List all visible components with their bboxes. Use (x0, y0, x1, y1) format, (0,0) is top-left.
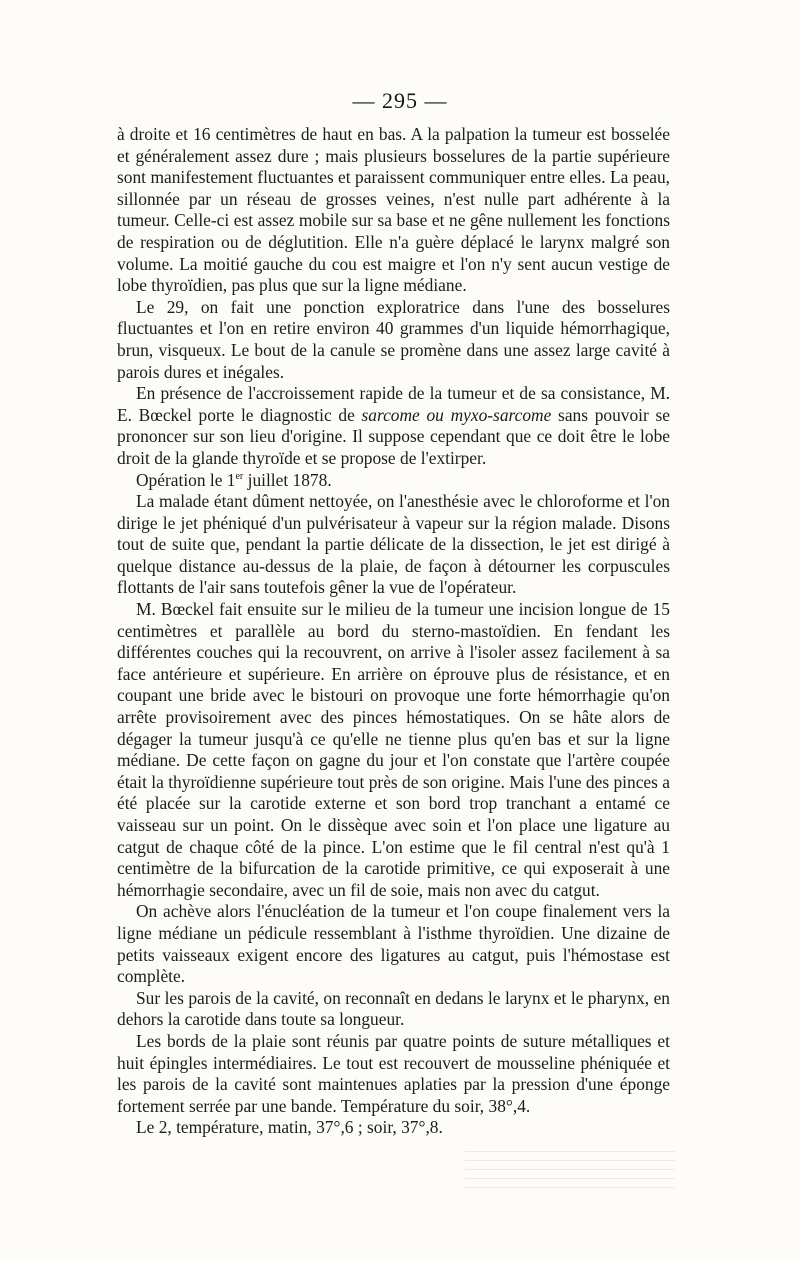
operation-date-start: Opération le 1 (136, 469, 236, 490)
paragraph-ponction: Le 29, on fait une ponction exploratrice dans l'une des bosselures fluctuantes et l'on en retire environ 40 grammes d'un liquide hémorrhagique, brun, visqueux. Le bout de la canule se promène dans une assez large cavité à parois dures et inégales. (117, 296, 670, 382)
paragraph-continuation: à droite et 16 centimètres de haut en bas. A la palpation la tumeur est bosselée et généralement assez dure ; mais plusieurs bosselures de la partie supérieure sont manifestement fluctuantes et paraissent communiquer entre elles. La peau, sillonnée par un réseau de grosses veines, n'est nulle part adhérente à la tumeur. Celle-ci est assez mobile sur sa base et ne gêne nullement les fonctions de respiration ou de déglutition. Elle n'a guère déplacé le larynx malgré son volume. La moitié gauche du cou est maigre et l'on n'y sent aucun vestige de lobe thyroïdien, pas plus que sur la ligne médiane. (117, 124, 670, 296)
paragraph-suture: Les bords de la plaie sont réunis par quatre points de suture métalliques et huit épingles intermédiaires. Le tout est recouvert de mousseline phéniquée et les parois de la cavité sont maintenues aplaties par la pression d'une éponge fortement serrée par une bande. Température du soir, 38°,4. (117, 1030, 670, 1116)
paragraph-diagnostic (117, 383, 670, 469)
paragraph-operation-date (117, 470, 670, 492)
paragraph-incision: M. Bœckel fait ensuite sur le milieu de la tumeur une incision longue de 15 centimètres et parallèle au bord du sterno-mastoïdien. En fendant les différentes couches qui la recouvrent, on arrive à l'isoler assez facilement à sa face antérieure et supérieure. En arrière on éprouve plus de résistance, et en coupant une bride avec le bistouri on provoque une forte hémorrhagie qu'on arrête provisoirement avec des pinces hémostatiques. On se hâte alors de dégager la tumeur jusqu'à ce qu'elle ne tienne plus qu'en bas et sur la ligne médiane. De cette façon on gagne du jour et l'on constate que l'artère coupée était la thyroïdienne supérieure tout près de son origine. Mais l'une des pinces a été placée sur la carotide externe et son bord trop tranchant a entamé ce vaisseau sur un point. On le dissèque avec soin et l'on place une ligature au catgut de chaque côté de la pince. L'on estime que le fil central n'est qu'à 1 centimètre de la bifurcation de la carotide primitive, ce qui exposerait à une hémorrhagie secondaire, avec un fil de soie, mais non avec du catgut. (117, 599, 670, 900)
operation-date-end: juillet 1878. (243, 469, 332, 490)
operation-date-ordinal: er (235, 470, 244, 482)
paragraph-anesthesie: La malade étant dûment nettoyée, on l'anesthésie avec le chloroforme et l'on dirige le jet phéniqué d'un pulvérisateur à vapeur sur la région malade. Disons tout de suite que, pendant la partie délicate de la dissection, le jet est dirigé à quelque distance au-dessus de la plaie, de façon à détourner les corpuscules flottants de l'air sans toutefois gêner la vue de l'opérateur. (117, 491, 670, 598)
diagnostic-emphasis: sarcome ou myxo-sarcome (361, 404, 552, 425)
diagnostic-text-end: sans pouvoir se prononcer sur son lieu d'origine. Il suppose cependant que ce doit être le lobe droit de la glande thyroïde et se propose de l'extirper. (117, 404, 670, 468)
diagnostic-text-start: En présence de l'accroissement rapide de la tumeur et de sa consistance, M. E. Bœckel porte le diagnostic de (117, 383, 670, 425)
paragraph-enucleation: On achève alors l'énucléation de la tumeur et l'on coupe finalement vers la ligne médiane un pédicule ressemblant à l'isthme thyroïdien. Une dizaine de petits vaisseaux exigent encore des ligatures au catgut, puis l'hémostase est complète. (117, 901, 670, 987)
page-number: — 295 — (352, 88, 448, 113)
paragraph-temperature: Le 2, température, matin, 37°,6 ; soir, 37°,8. (136, 1117, 443, 1138)
body-text (117, 124, 670, 1139)
paragraph-cavite: Sur les parois de la cavité, on reconnaît en dedans le larynx et le pharynx, en dehors la carotide dans toute sa longueur. (117, 987, 670, 1030)
show-through-texture (465, 1148, 675, 1188)
